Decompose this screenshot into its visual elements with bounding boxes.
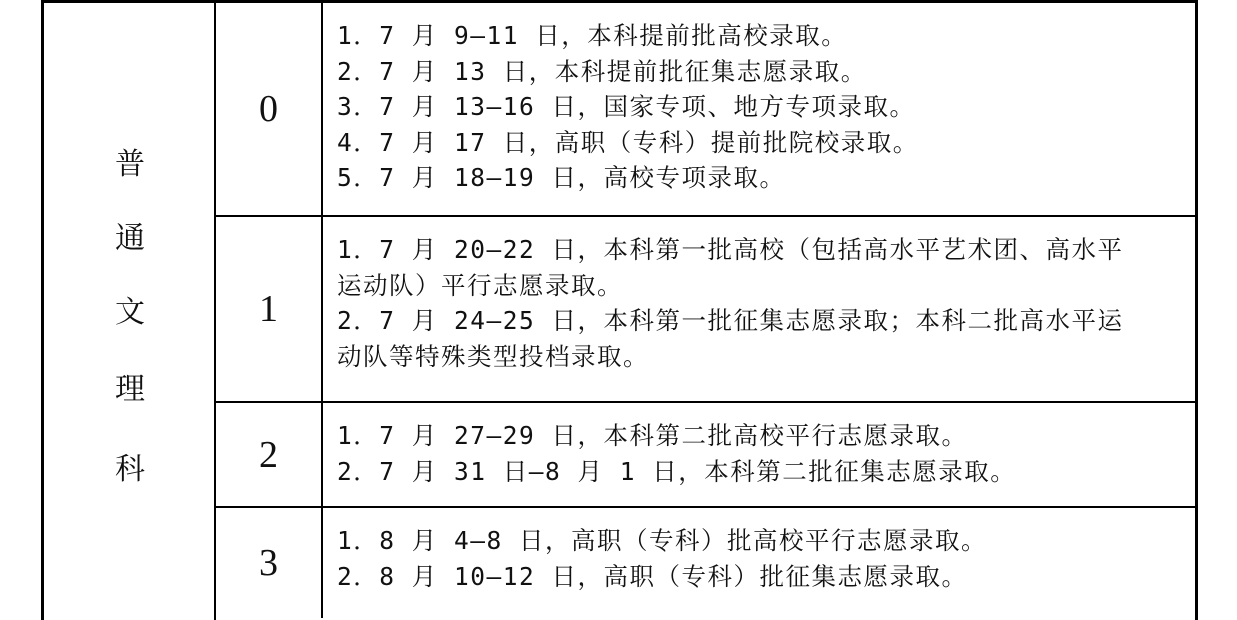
row-number: 1 — [216, 217, 323, 401]
schedule-line: 1．8 月 4–8 日，高职（专科）批高校平行志愿录取。 — [337, 526, 987, 555]
schedule-line: 1．7 月 9–11 日，本科提前批高校录取。 — [337, 21, 848, 50]
row-content — [323, 508, 1195, 618]
row-content — [323, 3, 1195, 215]
category-char: 文 — [115, 295, 145, 330]
category-char: 科 — [115, 452, 145, 487]
table-row — [216, 3, 1195, 217]
schedule-line: 动队等特殊类型投档录取。 — [337, 341, 649, 371]
schedule-line: 2．7 月 31 日–8 月 1 日，本科第二批征集志愿录取。 — [337, 456, 1017, 486]
admission-schedule-table — [41, 0, 1198, 620]
row-content — [323, 403, 1195, 506]
schedule-line: 1．7 月 20–22 日，本科第一批高校（包括高水平艺术团、高水平 — [337, 235, 1124, 264]
schedule-line: 1．7 月 27–29 日，本科第二批高校平行志愿录取。 — [337, 421, 968, 450]
row-content — [323, 217, 1195, 401]
schedule-line: 3．7 月 13–16 日，国家专项、地方专项录取。 — [337, 92, 916, 121]
table-row — [216, 403, 1195, 508]
row-number: 2 — [216, 403, 323, 506]
row-number: 0 — [216, 3, 323, 215]
table-row — [216, 217, 1195, 403]
schedule-line: 2．7 月 13 日，本科提前批征集志愿录取。 — [337, 56, 867, 86]
schedule-line: 4．7 月 17 日，高职（专科）提前批院校录取。 — [337, 127, 919, 157]
schedule-line: 运动队）平行志愿录取。 — [337, 270, 623, 300]
category-char: 普 — [115, 147, 145, 182]
schedule-line: 2．7 月 24–25 日，本科第一批征集志愿录取；本科二批高水平运 — [337, 306, 1124, 335]
schedule-line: 2．8 月 10–12 日，高职（专科）批征集志愿录取。 — [337, 561, 968, 591]
schedule-line: 5．7 月 18–19 日，高校专项录取。 — [337, 163, 786, 192]
row-number: 3 — [216, 508, 323, 618]
category-char: 理 — [115, 372, 145, 407]
category-cell — [44, 3, 216, 620]
category-char: 通 — [115, 221, 145, 256]
table-row — [216, 508, 1195, 618]
